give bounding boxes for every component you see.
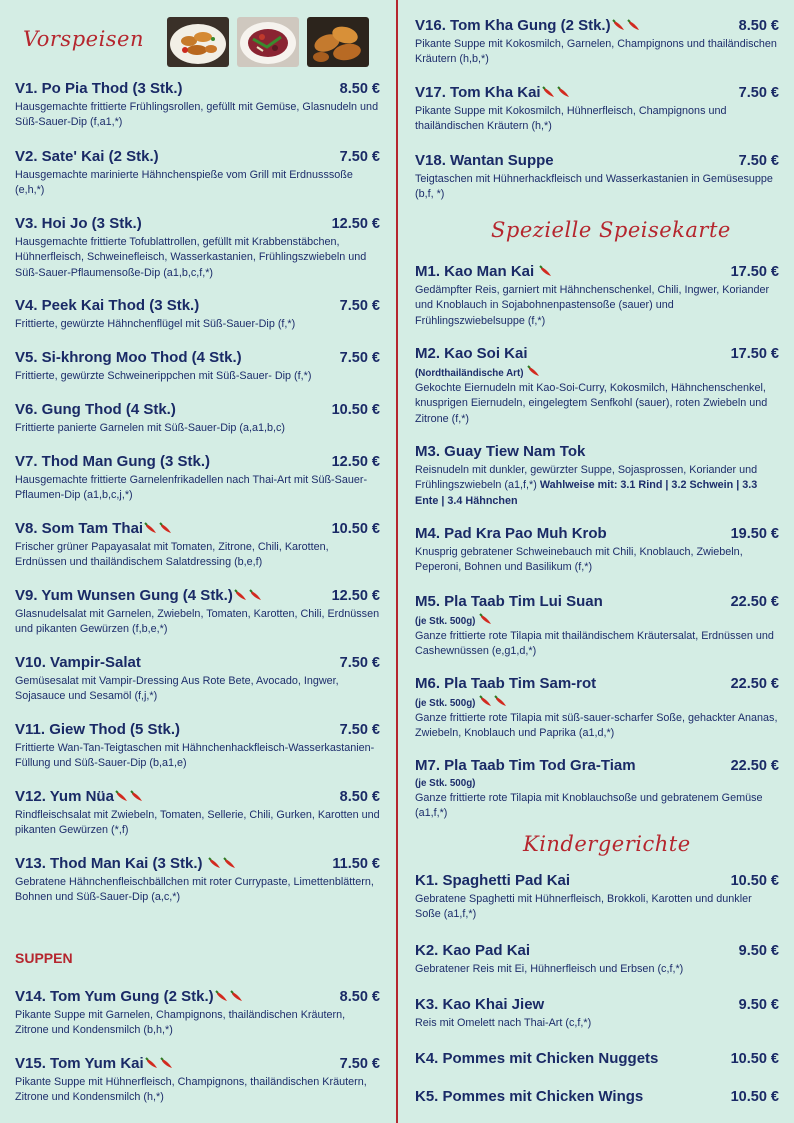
chili-icon <box>494 695 508 707</box>
menu-item-price: 7.50 € <box>339 298 380 314</box>
chili-icon <box>230 990 244 1002</box>
chili-icon <box>215 990 229 1002</box>
chili-icon <box>539 265 553 277</box>
chili-icon <box>627 19 641 31</box>
menu-item-price: 9.50 € <box>738 943 779 959</box>
menu-item <box>415 757 779 822</box>
menu-item-name: V15. Tom Yum Kai <box>15 1055 174 1072</box>
section-heading-vorspeisen: Vorspeisen <box>23 27 145 51</box>
menu-item <box>415 345 779 427</box>
menu-item-description: Glasnudelsalat mit Garnelen, Zwiebeln, Tomaten, Karotten, Chili, Erdnüssen und pikanten Gewürzen (f,b,e,*) <box>15 608 380 636</box>
menu-item <box>415 84 779 135</box>
menu-item <box>15 215 380 281</box>
menu-item-price: 10.50 € <box>730 1089 779 1105</box>
menu-item <box>15 1055 380 1106</box>
menu-item-header <box>15 1055 380 1072</box>
menu-item-description: Teigtaschen mit Hühnerhackfleisch und Wasserkastanien in Gemüsesuppe (b,f, *) <box>415 173 773 201</box>
menu-item-header <box>415 17 779 34</box>
menu-item-header <box>415 593 779 610</box>
chili-icon <box>115 790 129 802</box>
menu-item-header <box>15 654 380 671</box>
menu-item-name: V6. Gung Thod (4 Stk.) <box>15 401 176 418</box>
menu-item-price: 17.50 € <box>730 346 779 362</box>
menu-item-description: Pikante Suppe mit Garnelen, Champignons, thailändischen Kräutern, Zitrone und Kondensmilch (b,h,*) <box>15 1009 346 1037</box>
menu-item-price: 9.50 € <box>738 997 779 1013</box>
menu-item-header <box>415 263 779 280</box>
menu-item <box>415 872 779 923</box>
menu-item-name: V17. Tom Kha Kai <box>415 84 571 101</box>
menu-item-price: 7.50 € <box>339 149 380 165</box>
menu-item <box>415 593 779 660</box>
menu-item-price: 7.50 € <box>339 722 380 738</box>
chili-icon <box>144 522 158 534</box>
menu-item <box>15 587 380 638</box>
menu-item-price: 8.50 € <box>339 989 380 1005</box>
menu-item-name: M1. Kao Man Kai <box>415 263 553 280</box>
menu-item-description: Gebratene Hähnchenfleischbällchen mit roter Currypaste, Limettenblättern, Bohnen und Süß-Sauer-Dip (a,c,*) <box>15 876 374 904</box>
menu-item-name: V16. Tom Kha Gung (2 Stk.) <box>415 17 641 34</box>
menu-item <box>15 520 380 571</box>
menu-item-price: 10.50 € <box>331 402 380 418</box>
menu-item-description: Frittierte Wan-Tan-Teigtaschen mit Hähnchenhackfleisch-Wasserkastanien-Füllung und Süß-Sauer-Dip (b,a1,e) <box>15 742 375 770</box>
menu-item-description: Reis mit Omelett nach Thai-Art (c,f,*) <box>415 1017 592 1029</box>
menu-item-header <box>415 942 779 959</box>
menu-item-name: V14. Tom Yum Gung (2 Stk.) <box>15 988 244 1005</box>
menu-item-description: Frittierte panierte Garnelen mit Süß-Sauer-Dip (a,a1,b,c) <box>15 422 286 434</box>
menu-item-header <box>415 84 779 101</box>
menu-item-description: Gekochte Eiernudeln mit Kao-Soi-Curry, Kokosmilch, Hähnchenschenkel, knusprigen Eiernudeln, eingelegtem Senfkohl (sauer), roten Zwiebeln und Zitrone (f,*) <box>415 382 768 425</box>
chili-icon <box>145 1057 159 1069</box>
menu-item <box>15 654 380 705</box>
section-heading-kindergerichte: Kindergerichte <box>523 832 691 856</box>
menu-item-price: 22.50 € <box>730 594 779 610</box>
menu-item <box>415 1088 779 1105</box>
chili-icon <box>612 19 626 31</box>
menu-item <box>15 80 380 131</box>
menu-item <box>15 453 380 504</box>
menu-item <box>415 443 779 509</box>
chili-icon <box>479 695 493 707</box>
menu-item-price: 12.50 € <box>331 588 380 604</box>
menu-item-name: M6. Pla Taab Tim Sam-rot <box>415 675 597 692</box>
menu-item-price: 10.50 € <box>331 521 380 537</box>
menu-item-price: 10.50 € <box>730 873 779 889</box>
menu-item-header <box>15 148 380 165</box>
menu-item-name: M3. Guay Tiew Nam Tok <box>415 443 586 460</box>
menu-item-header <box>15 721 380 738</box>
menu-item-price: 22.50 € <box>730 676 779 692</box>
chili-icon <box>208 857 222 869</box>
menu-item-name: V13. Thod Man Kai (3 Stk.) <box>15 855 237 872</box>
menu-item-description: Hausgemachte frittierte Tofublattrollen, gefüllt mit Krabbenstäbchen, Hühnerfleisch, Schweinefleisch, Wasserkastanien, Frühlingszwiebeln und Süß-Sauer-Pflaumensoße-Dip (a1,b,c,f,*) <box>15 236 367 279</box>
chili-icon <box>234 589 248 601</box>
menu-item-price: 8.50 € <box>738 18 779 34</box>
menu-item-description: Pikante Suppe mit Hühnerfleisch, Champignons, thailändischen Kräutern, Zitrone und Kondensmilch (h,*) <box>15 1076 367 1104</box>
menu-item-description: Hausgemachte frittierte Frühlingsrollen, gefüllt mit Gemüse, Glasnudeln und Süß-Sauer-Dip (f,a1,*) <box>15 101 379 129</box>
menu-item-header <box>415 872 779 889</box>
menu-item-description: Ganze frittierte rote Tilapia mit süß-sauer-scharfer Soße, gehackter Ananas, Zwiebeln, Knoblauch und Paprika (a1,d,*) <box>415 712 778 740</box>
menu-item-description: Frittierte, gewürzte Hähnchenflügel mit Süß-Sauer-Dip (f,*) <box>15 318 296 330</box>
menu-item-description: Gebratener Reis mit Ei, Hühnerfleisch und Erbsen (c,f,*) <box>415 963 684 975</box>
menu-item-description: Gemüsesalat mit Vampir-Dressing Aus Rote Bete, Avocado, Ingwer, Sojasauce und Sesamöl (f,j,*) <box>15 675 339 703</box>
menu-item-header <box>415 996 779 1013</box>
menu-item-description: Gebratene Spaghetti mit Hühnerfleisch, Brokkoli, Karotten und dunkler Soße (a1,f,*) <box>415 893 752 921</box>
menu-item-name: K5. Pommes mit Chicken Wings <box>415 1088 644 1105</box>
menu-item-note: (je Stk. 500g) <box>415 778 476 789</box>
section-heading-suppen: SUPPEN <box>15 950 73 966</box>
menu-item <box>15 401 380 436</box>
menu-item-description: Reisnudeln mit dunkler, gewürzter Suppe, Sojasprossen, Koriander und Frühlingszwiebeln (a1,f,*) Wahlweise mit: 3.1 Rind | 3.2 Schwein | 3.3 Ente | 3.4 Hähnchen <box>415 464 758 507</box>
menu-item-name: V11. Giew Thod (5 Stk.) <box>15 721 181 738</box>
menu-item-header <box>415 1050 779 1067</box>
menu-item-price: 7.50 € <box>339 350 380 366</box>
menu-item-header <box>415 525 779 542</box>
menu-item <box>15 788 380 839</box>
menu-item-description: Ganze frittierte rote Tilapia mit thailändischem Kräutersalat, Erdnüssen und Cashewnüssen (e,g1,d,*) <box>415 630 774 658</box>
menu-item-price: 7.50 € <box>738 85 779 101</box>
menu-item-header <box>15 297 380 314</box>
menu-item-header <box>15 788 380 805</box>
menu-item-description: Gedämpfter Reis, garniert mit Hähnchenschenkel, Chili, Ingwer, Koriander und Knoblauch in Sojabohnenpastensoße (sauer) und Frühlingszwiebelsuppe (f,*) <box>415 284 770 327</box>
spicy-salad-photo <box>237 17 299 67</box>
food-photos <box>167 17 369 67</box>
menu-item-price: 19.50 € <box>730 526 779 542</box>
menu-item <box>415 1050 779 1067</box>
menu-item-header <box>15 587 380 604</box>
menu-item-header <box>15 215 380 232</box>
menu-item-header <box>15 988 380 1005</box>
menu-item-name: V18. Wantan Suppe <box>415 152 554 169</box>
menu-item-price: 7.50 € <box>339 1056 380 1072</box>
menu-item-description: Hausgemachte marinierte Hähnchenspieße vom Grill mit Erdnusssoße (e,h,*) <box>15 169 353 197</box>
menu-item <box>415 996 779 1031</box>
menu-item-price: 7.50 € <box>738 153 779 169</box>
menu-item-description: Knusprig gebratener Schweinebauch mit Chili, Knoblauch, Zwiebeln, Peperoni, Bohnen und Basilikum (f,*) <box>415 546 743 574</box>
menu-item <box>15 721 380 772</box>
fried-dumplings-photo <box>307 17 369 67</box>
menu-item-name: V7. Thod Man Gung (3 Stk.) <box>15 453 210 470</box>
menu-item-name: V3. Hoi Jo (3 Stk.) <box>15 215 142 232</box>
menu-item-name: K2. Kao Pad Kai <box>415 942 531 959</box>
menu-item-price: 8.50 € <box>339 81 380 97</box>
menu-item-name: V4. Peek Kai Thod (3 Stk.) <box>15 297 200 314</box>
menu-item-price: 22.50 € <box>730 758 779 774</box>
menu-item-header <box>415 757 779 774</box>
menu-item-header <box>415 1088 779 1105</box>
chili-icon <box>479 613 493 625</box>
chili-icon <box>159 522 173 534</box>
menu-item-price: 11.50 € <box>332 856 380 872</box>
menu-item-description: Pikante Suppe mit Kokosmilch, Hühnerfleisch, Champignons und thailändischen Kräutern (h,*) <box>415 105 727 133</box>
menu-item-name: M7. Pla Taab Tim Tod Gra-Tiam <box>415 757 636 774</box>
menu-item-name: K1. Spaghetti Pad Kai <box>415 872 571 889</box>
menu-item-name: K3. Kao Khai Jiew <box>415 996 545 1013</box>
menu-item-header <box>415 345 779 362</box>
menu-item-header <box>15 855 380 872</box>
left-column <box>15 0 380 1123</box>
menu-item-name: V9. Yum Wunsen Gung (4 Stk.) <box>15 587 263 604</box>
menu-item-description: Frischer grüner Papayasalat mit Tomaten, Zitrone, Chili, Karotten, Erdnüssen und thailändischem Salatdressing (b,e,f) <box>15 541 329 569</box>
menu-item-name: K4. Pommes mit Chicken Nuggets <box>415 1050 659 1067</box>
chili-icon <box>542 86 556 98</box>
menu-item-price: 7.50 € <box>339 655 380 671</box>
right-column <box>415 0 779 1123</box>
menu-item-name: M2. Kao Soi Kai <box>415 345 528 362</box>
menu-item <box>15 855 380 906</box>
section-heading-spezielle-speisekarte: Spezielle Speisekarte <box>491 218 731 242</box>
menu-item-description: Hausgemachte frittierte Garnelenfrikadellen nach Thai-Art mit Süß-Sauer-Pflaumen-Dip (a1,b,c,j,*) <box>15 474 368 502</box>
menu-item-name: V10. Vampir-Salat <box>15 654 141 671</box>
menu-item-note: (je Stk. 500g) <box>415 695 779 710</box>
menu-item <box>15 297 380 332</box>
menu-item-description: Frittierte, gewürzte Schweinerippchen mit Süß-Sauer- Dip (f,*) <box>15 370 312 382</box>
menu-item-note: (Nordthailändische Art) <box>415 365 779 380</box>
menu-item-header <box>15 520 380 537</box>
menu-item-price: 10.50 € <box>730 1051 779 1067</box>
menu-item <box>415 942 779 977</box>
menu-item-header <box>15 80 380 97</box>
menu-item-description: Ganze frittierte rote Tilapia mit Knoblauchsoße und gebratenem Gemüse (a1,f,*) <box>415 792 763 820</box>
menu-item-header <box>415 152 779 169</box>
menu-item-header <box>15 349 380 366</box>
menu-item-name: V8. Som Tam Thai <box>15 520 173 537</box>
menu-item-name: V1. Po Pia Thod (3 Stk.) <box>15 80 183 97</box>
menu-item <box>15 148 380 199</box>
menu-item-note: (je Stk. 500g) <box>415 613 779 628</box>
menu-item-name: V2. Sate' Kai (2 Stk.) <box>15 148 159 165</box>
chili-icon <box>160 1057 174 1069</box>
menu-item-description: Pikante Suppe mit Kokosmilch, Garnelen, Champignons und thailändischen Kräutern (h,b,*) <box>415 38 777 66</box>
menu-item-name: V12. Yum Nüa <box>15 788 144 805</box>
menu-item <box>15 349 380 384</box>
menu-item-name: M5. Pla Taab Tim Lui Suan <box>415 593 603 610</box>
menu-item <box>415 675 779 742</box>
menu-item <box>415 17 779 68</box>
menu-item-header <box>415 443 779 460</box>
menu-item <box>15 988 380 1039</box>
menu-item-name: M4. Pad Kra Pao Muh Krob <box>415 525 607 542</box>
menu-item-price: 8.50 € <box>339 789 380 805</box>
menu-item-options: Wahlweise mit: 3.1 Rind | 3.2 Schwein | 3.3 Ente | 3.4 Hähnchen <box>415 479 758 507</box>
menu-item <box>415 525 779 576</box>
chili-icon <box>557 86 571 98</box>
menu-item-name: V5. Si-khrong Moo Thod (4 Stk.) <box>15 349 242 366</box>
menu-item-price: 17.50 € <box>730 264 779 280</box>
menu-item <box>415 152 779 203</box>
menu-item-header <box>15 401 380 418</box>
chili-icon <box>527 365 541 377</box>
chili-icon <box>223 857 237 869</box>
menu-item-price: 12.50 € <box>331 454 380 470</box>
menu-item-header <box>415 675 779 692</box>
spring-rolls-photo <box>167 17 229 67</box>
menu-item <box>415 263 779 329</box>
menu-item-header <box>15 453 380 470</box>
column-divider <box>396 0 398 1123</box>
menu-item-description: Rindfleischsalat mit Zwiebeln, Tomaten, Sellerie, Chili, Gurken, Karotten und pikanten Gewürzen (*,f) <box>15 809 380 837</box>
chili-icon <box>249 589 263 601</box>
menu-item-price: 12.50 € <box>331 216 380 232</box>
chili-icon <box>130 790 144 802</box>
